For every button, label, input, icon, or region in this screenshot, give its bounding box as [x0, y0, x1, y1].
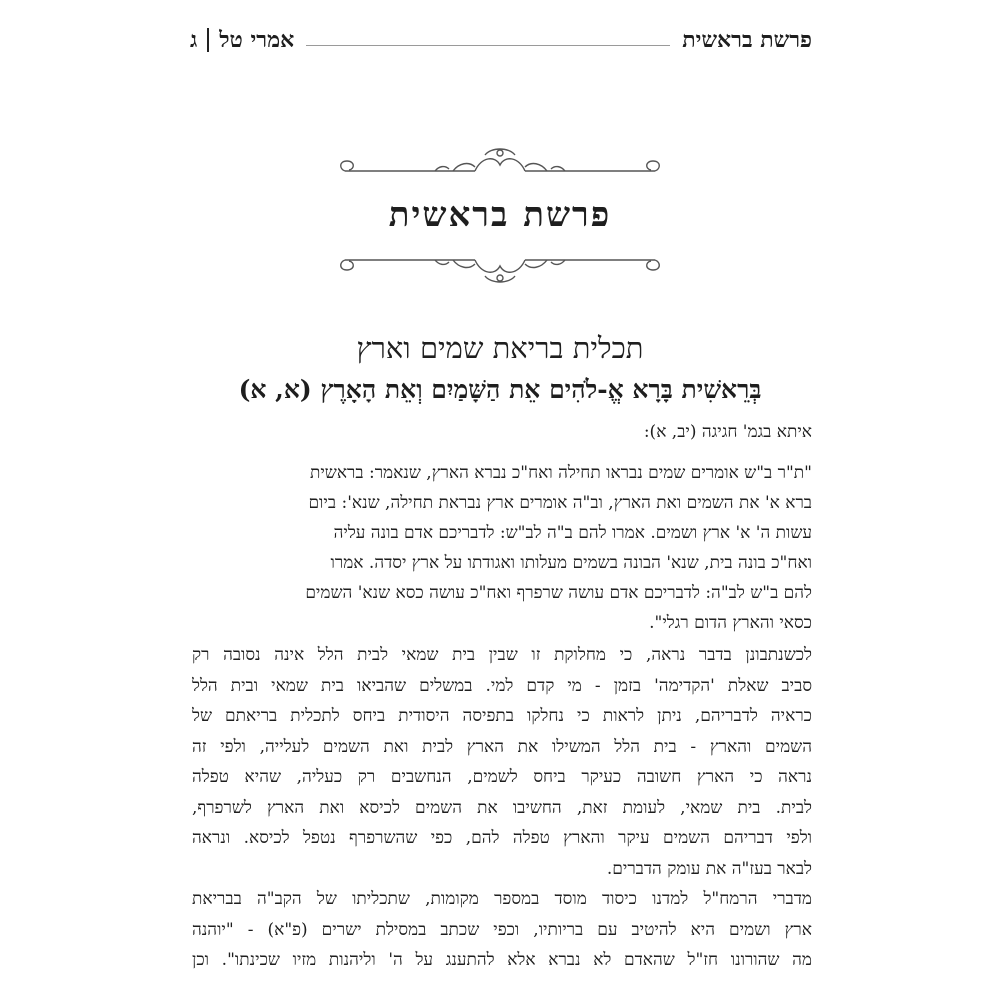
quote-line: להם ב"ש לב"ה: לדבריכם אדם עושה שרפרף ואח"כ עושה כסא שנא' השמים [305, 583, 812, 603]
verse-quote: בְּרֵאשִׁית בָּרָא אֱ-לֹהִים אֵת הַשָּׁמַיִם וְאֵת הָאָרֶץ (א, א) [238, 375, 762, 404]
page-number: ג [190, 27, 198, 53]
paragraph-line: לבית. בית שמאי, לעומת זאת, החשיבו את השמים לכיסא ואת הארץ לשרפרף, [192, 797, 812, 818]
header-rule [306, 45, 670, 46]
intro-line: איתא בגמ' חגיגה (יב, א): [643, 422, 812, 442]
paragraph-line: נראה כי הארץ חשובה כעיקר ביחס לשמים, הנחשבים רק כעליה, שהיא טפלה [192, 767, 812, 787]
paragraph-line: סביב שאלת 'הקדימה' בזמן - מי קדם למי. במשלים שהביאו בית שמאי ובית הלל [192, 675, 812, 696]
paragraph-line: כראיה לדבריהם, ניתן לראות כי נחלקו בתפיסה היסודית ביחס לתכלית בריאתם של [192, 706, 812, 726]
top-ornament [335, 143, 665, 183]
quote-line: עשות ה' א' ארץ ושמים. אמרו להם ב"ה לב"ש: לדבריכם אדם בונה עליה [333, 523, 812, 543]
header-book-title: אמרי טל [219, 27, 295, 53]
paragraph-line: השמים והארץ - בית הלל המשילו את הארץ לבית ואת השמים לעלייה, ולפי זה [192, 736, 812, 757]
quote-line: ברא א' את השמים ואת הארץ, וב"ה אומרים ארץ נבראת תחילה, שנא': ביום [308, 493, 812, 513]
paragraph-line: לכשנתבונן בדבר נראה, כי מחלוקת זו שבין בית שמאי לבית הלל אינה נסובה רק [192, 645, 812, 665]
quote-line: ואח"כ בונה בית, שנא' הבונה בשמים מעלותו ואגודתו על ארץ יסדה. אמרו [330, 553, 812, 573]
quote-line: כסאי והארץ הדום רגלי". [649, 613, 812, 633]
paragraph-line: מה שהורונו חז"ל שהאדם לא נברא אלא להתענג על ה' וליהנות מזיו שכינתו". וכן [192, 950, 812, 970]
paragraph-line: לבאר בעז"ה את עומק הדברים. [606, 858, 812, 879]
parasha-title: פרשת בראשית [388, 195, 612, 235]
header-parasha: פרשת בראשית [682, 27, 812, 53]
paragraph-line: ולפי דבריהם השמים עיקר והארץ טפלה להם, כפי שהשרפרף נטפל לכיסא. ונראה [192, 828, 812, 848]
quote-line: "ת"ר ב"ש אומרים שמים נבראו תחילה ואח"כ נברא הארץ, שנאמר: בראשית [309, 463, 812, 483]
bottom-ornament [335, 248, 665, 288]
gemara-quote [212, 458, 812, 638]
section-title: תכלית בריאת שמים וארץ [356, 331, 644, 365]
running-header [190, 22, 812, 58]
paragraph-line: מדברי הרמח"ל למדנו כיסוד מוסד במספר מקומות, שתכליתו של הקב"ה בבריאת [192, 889, 812, 909]
paragraph-2 [192, 884, 812, 976]
header-separator [207, 28, 209, 52]
paragraph-1 [192, 640, 812, 884]
paragraph-line: ארץ ושמים היא להיטיב עם בריותיו, וכפי שכתב במסילת ישרים (פ"א) - "יוהנה [192, 919, 812, 940]
